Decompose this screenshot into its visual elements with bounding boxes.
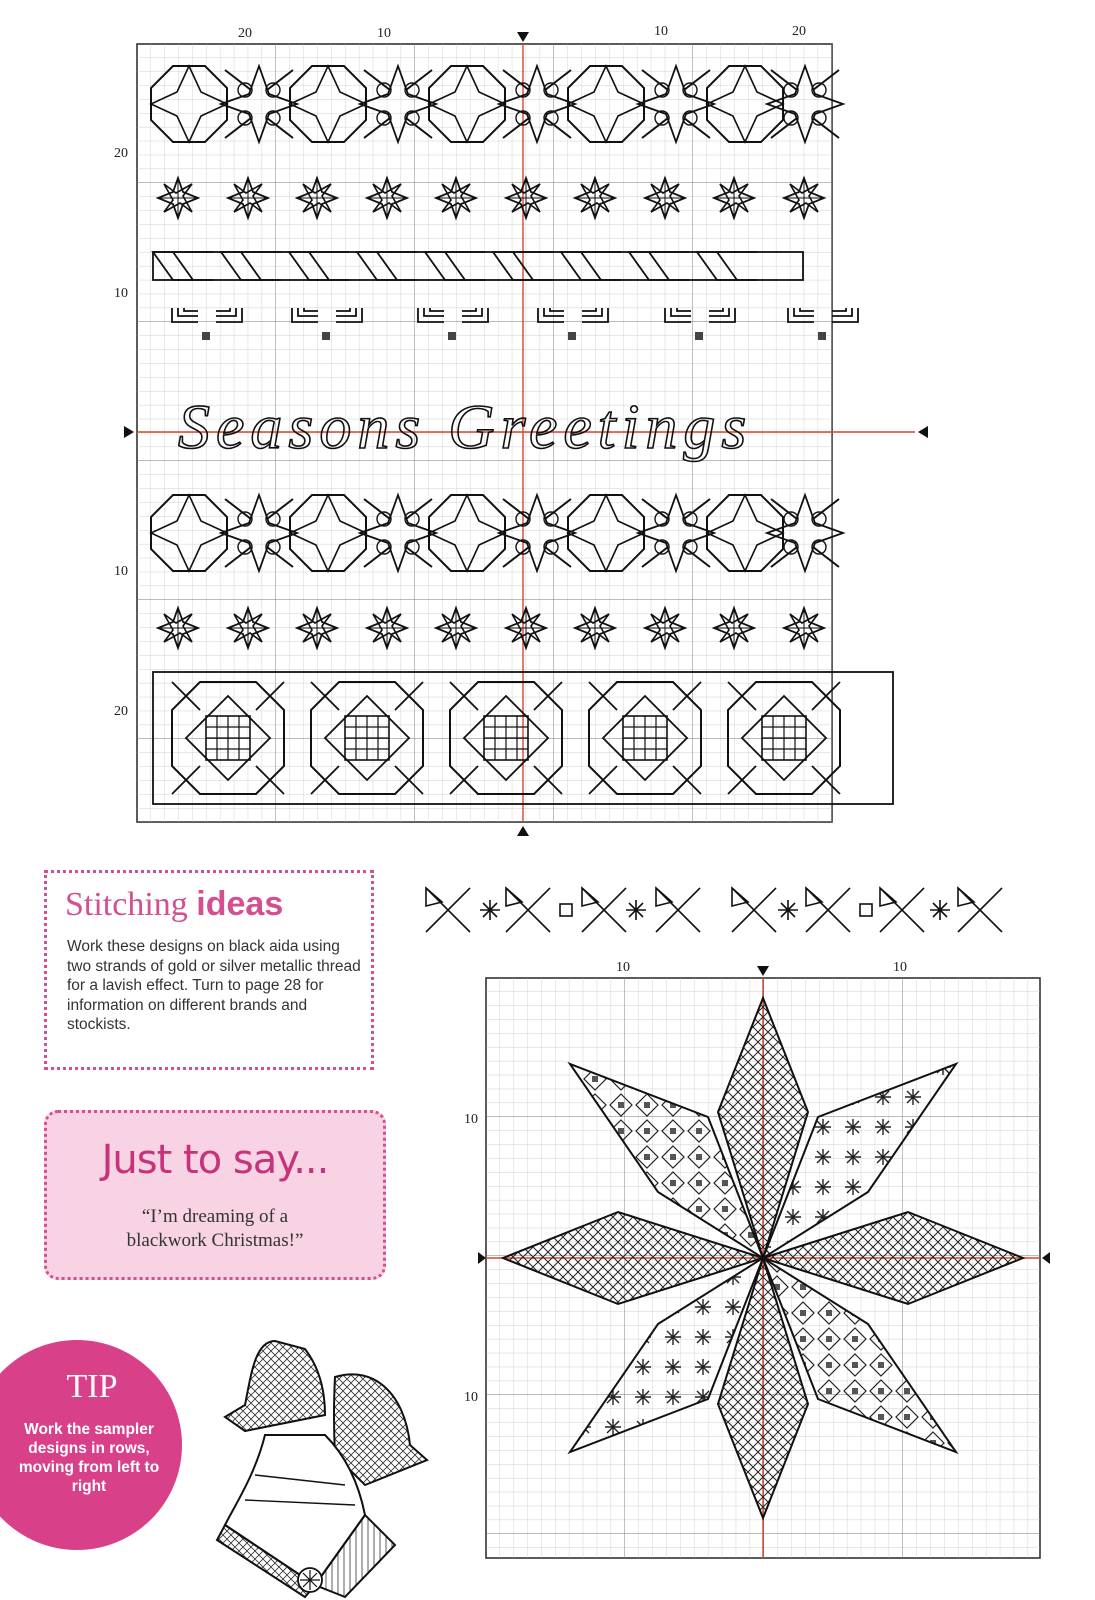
- sampler-left-number: 10: [114, 286, 128, 301]
- tip-heading: TIP: [66, 1368, 118, 1405]
- sampler-title-lettering: Seasons Greetings: [178, 391, 753, 462]
- sampler-top-number: 10: [654, 24, 668, 39]
- star-left-number: 10: [464, 1390, 478, 1405]
- tip-badge: [0, 1340, 182, 1550]
- stitching-ideas-body: Work these designs on black aida using two strands of gold or silver metallic thread for a lavish effect. Turn to page 28 for information on different brands and stockists.: [67, 938, 361, 1033]
- just-to-say-quote: [47, 1205, 383, 1253]
- border-strip-motif: [424, 878, 1004, 942]
- stitching-ideas-title: Stitching ideas: [65, 885, 284, 923]
- sampler-left-number: 20: [114, 146, 128, 161]
- sampler-top-number: 10: [377, 26, 391, 41]
- sampler-left-number: 20: [114, 704, 128, 719]
- sampler-left-number: 10: [114, 564, 128, 579]
- sampler-top-number: 20: [238, 26, 252, 41]
- sampler-top-number: 20: [792, 24, 806, 39]
- stitching-ideas-box: [44, 870, 374, 1070]
- just-to-say-heading: Just to say...: [101, 1137, 329, 1183]
- bells-illustration: [215, 1335, 450, 1600]
- star-left-number: 10: [464, 1112, 478, 1127]
- quote-line: “I’m dreaming of a: [141, 1206, 289, 1227]
- star-top-number: 10: [616, 960, 630, 975]
- just-to-say-box: [44, 1110, 386, 1280]
- star-chart: [478, 962, 1058, 1572]
- quote-line: blackwork Christmas!”: [126, 1230, 304, 1251]
- star-top-number: 10: [893, 960, 907, 975]
- tip-body: Work the sampler designs in rows, moving from left to right: [18, 1421, 160, 1495]
- sampler-chart: [120, 30, 940, 850]
